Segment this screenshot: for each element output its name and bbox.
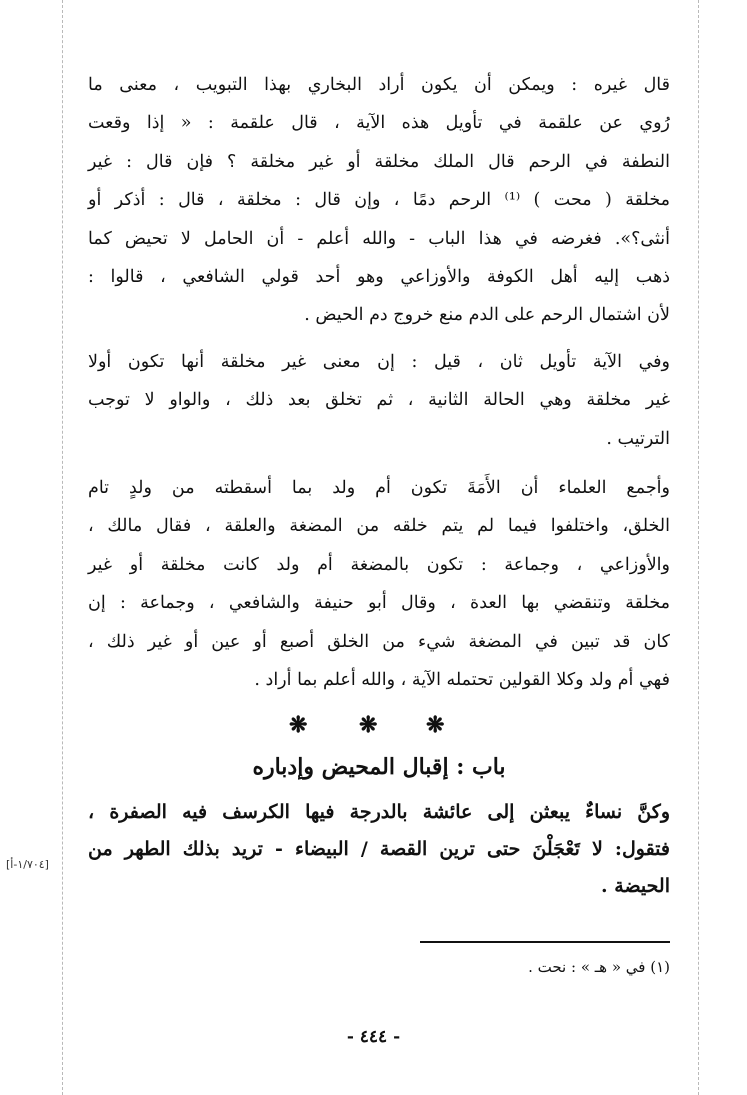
right-margin-guide <box>698 0 699 1095</box>
hadith-line: الحيضة . <box>601 874 670 897</box>
paragraph-1 <box>88 66 670 335</box>
hadith-line: وكنَّ نساءٌ يبعثن إلى عائشة بالدرجة فيها الكرسف فيه الصفرة ، <box>88 800 670 823</box>
text-line: الترتيب . <box>606 428 670 449</box>
hadith-line: فتقول: لا تَعْجَلْنَ حتى ترين القصة / البيضاء - تريد بذلك الطهر من <box>88 837 670 860</box>
page-body <box>88 66 670 905</box>
text-line: وأجمع العلماء أن الأَمَةَ تكون أم ولد بما أسقطته من ولدٍ تام <box>88 478 670 499</box>
text-line: قال غيره : ويمكن أن يكون أراد البخاري بهذا التبويب ، معنى ما <box>88 75 670 95</box>
text-line: أنثى؟». فغرضه في هذا الباب - والله أعلم - أن الحامل لا تحيض كما <box>88 228 670 249</box>
text-line: ذهب إليه أهل الكوفة والأوزاعي وهو أحد قولي الشافعي ، قالوا : <box>88 267 670 288</box>
margin-reference: [١/٧٠٤-أ] <box>6 858 49 871</box>
separator-star-icon: ❋ <box>426 711 445 738</box>
text-line: فهي أم ولد وكلا القولين تحتمله الآية ، والله أعلم بما أراد . <box>254 670 670 691</box>
section-separator <box>88 712 670 746</box>
text-line: رُوي عن علقمة في تأويل هذه الآية ، قال علقمة : « إذا وقعت <box>88 113 670 134</box>
text-line: الخلق، واختلفوا فيما لم يتم خلقه من المضغة والعلقة ، فقال مالك ، <box>88 516 670 537</box>
footnote: (١) في « هـ » : نحت . <box>528 958 670 976</box>
paragraph-3 <box>88 469 670 699</box>
paragraph-2 <box>88 343 670 458</box>
footnote-divider <box>420 941 670 943</box>
page-number: - ٤٤٤ - <box>346 1027 401 1047</box>
text-line: مخلقة ( محت ) ⁽¹⁾ الرحم دمًا ، وإن قال : مخلقة ، قال : أذكر أو <box>88 190 670 211</box>
separator-star-icon: ❋ <box>359 711 378 738</box>
separator-star-icon: ❋ <box>289 711 308 738</box>
text-line: النطفة في الرحم قال الملك مخلقة أو غير مخلقة ؟ فإن قال : غير <box>88 151 670 172</box>
text-line: والأوزاعي ، وجماعة : تكون بالمضغة أم ولد كانت مخلقة أو غير <box>88 554 670 575</box>
text-line: لأن اشتمال الرحم على الدم منع خروج دم الحيض . <box>304 305 670 326</box>
text-line: مخلقة وتنقضي بها العدة ، وقال أبو حنيفة والشافعي ، وجماعة : إن <box>88 593 670 614</box>
text-line: وفي الآية تأويل ثان ، قيل : إن معنى غير مخلقة أنها تكون أولا <box>88 351 670 372</box>
hadith-text <box>88 794 670 905</box>
left-margin-guide <box>62 0 63 1095</box>
chapter-title: باب : إقبال المحيض وإدباره <box>252 753 506 780</box>
text-line: غير مخلقة وهي الحالة الثانية ، ثم تخلق بعد ذلك ، والواو لا توجب <box>88 390 670 411</box>
text-line: كان قد تبين في المضغة شيء من الخلق أصبع أو عين أو غير ذلك ، <box>88 631 670 652</box>
